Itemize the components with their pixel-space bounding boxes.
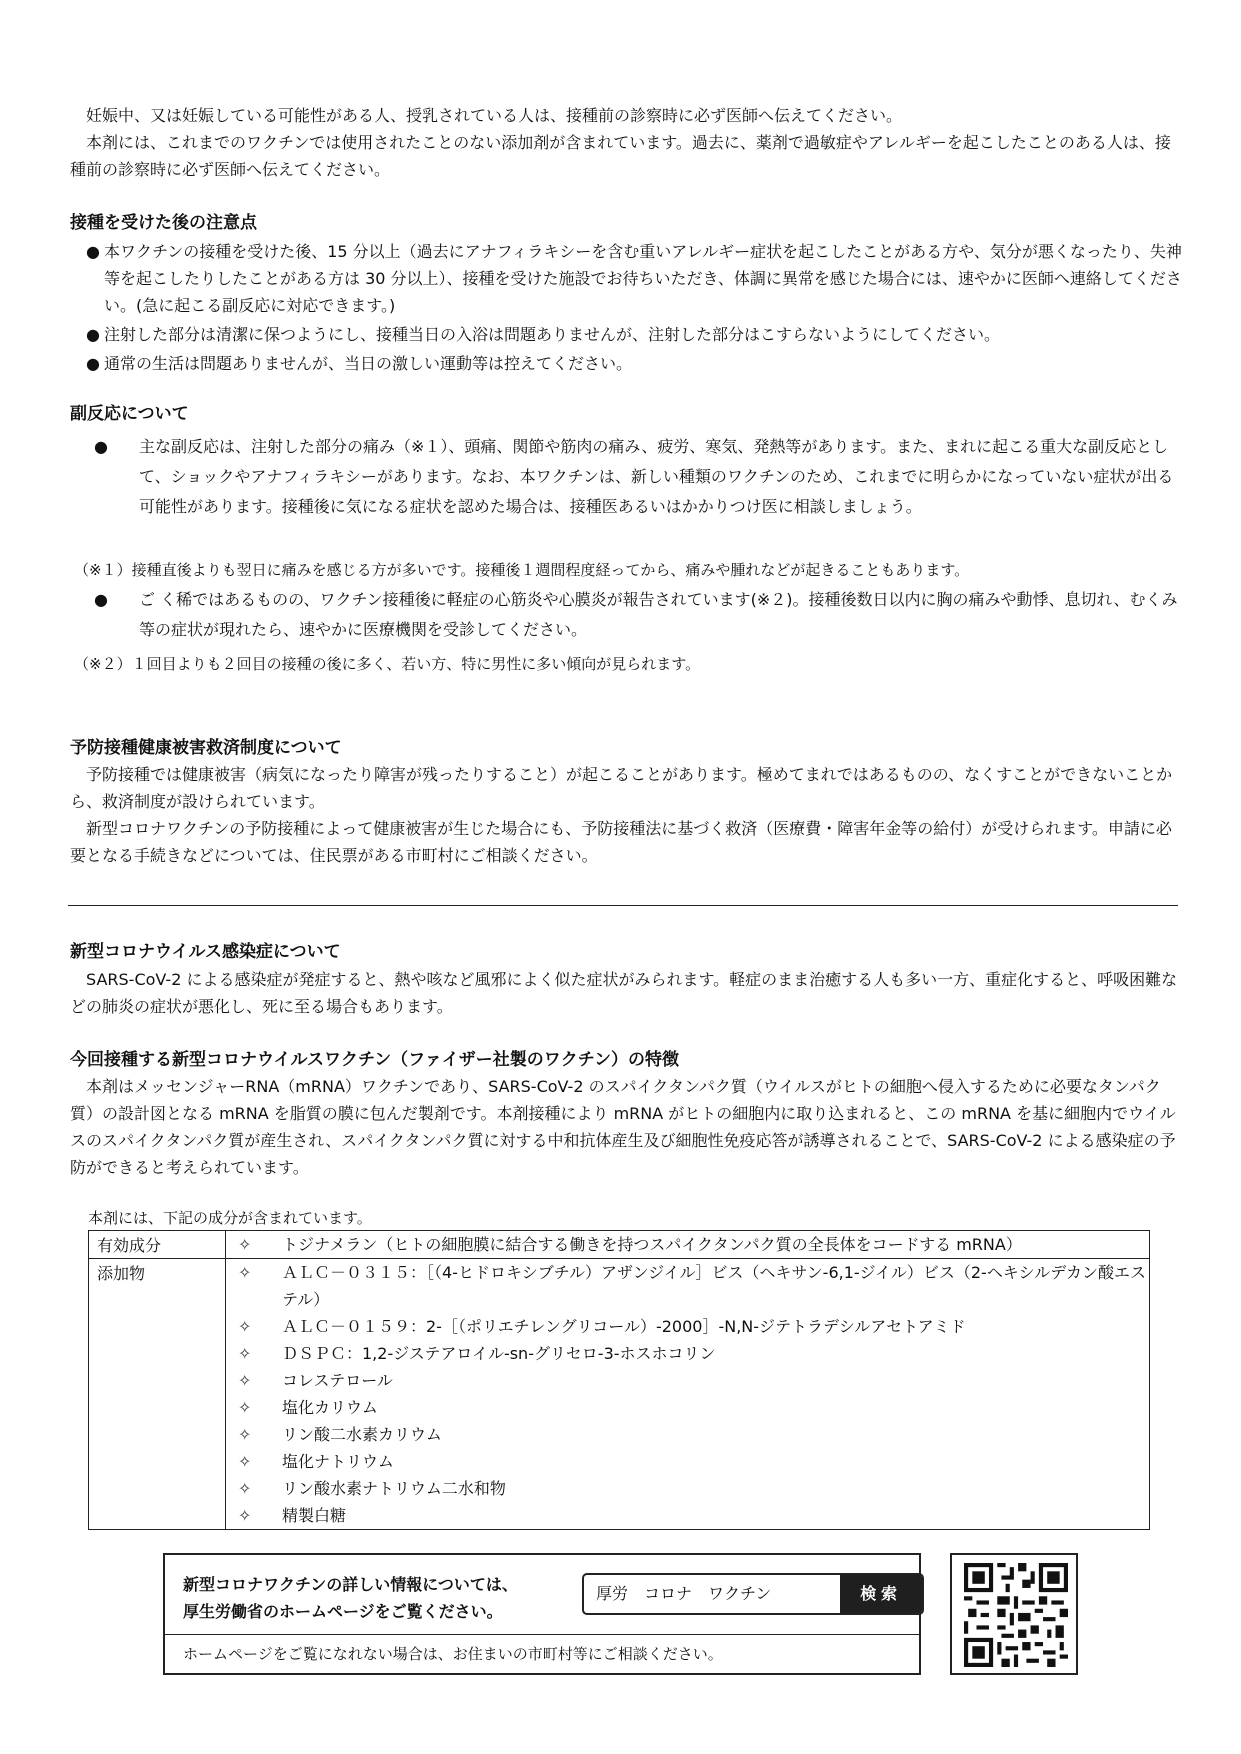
side-effects-heading: 副反応について: [70, 404, 189, 424]
relief-section: [70, 761, 1180, 869]
features-heading: 今回接種する新型コロナウイルスワクチン（ファイザー社製のワクチン）の特徴: [70, 1050, 679, 1070]
table-row: [89, 1231, 1150, 1259]
list-item: [70, 432, 1185, 522]
disease-heading: 新型コロナウイルス感染症について: [70, 942, 341, 962]
ingredient-text: 塩化ナトリウム: [282, 1452, 394, 1471]
after-vaccination-heading: 接種を受けた後の注意点: [70, 213, 257, 233]
diamond-icon: ✧: [238, 1479, 252, 1498]
disease-section: [70, 966, 1180, 1020]
list-item-text: 本ワクチンの接種を受けた後、15 分以上（過去にアナフィラキシーを含む重いアレルギー症状を起こしたことがある方や、気分が悪くなったり、失神等を起こしたりしたことがある方は 30 分以上）、接種を受けた施設でお待ちいただき、体調に異常を感じた場合には、速やかに医師へ連絡してください。(急に起こる副反応に対応できます。): [104, 242, 1182, 315]
ingredient-text: 塩化カリウム: [282, 1398, 378, 1417]
ingredient-text: トジナメラン（ヒトの細胞膜に結合する働きを持つスパイクタンパク質の全長体をコードする mRNA）: [282, 1235, 1022, 1254]
info-box: [163, 1553, 921, 1675]
list-item: [226, 1448, 1149, 1475]
features-paragraph: 本剤はメッセンジャーRNA（mRNA）ワクチンであり、SARS-CoV-2 のスパイクタンパク質（ウイルスがヒトの細胞へ侵入するために必要なタンパク質）の設計図となる mRNA を脂質の膜に包んだ製剤です。本剤接種により mRNA がヒトの細胞内に取り込まれると、この mRNA を基に細胞内でウイルスのスパイクタンパク質が産生され、スパイクタンパク質に対する中和抗体産生及び細胞性免疫応答が誘導されることで、SARS-CoV-2 による感染症の予防ができると考えられています。: [70, 1077, 1176, 1177]
bullet-icon: ●: [94, 590, 108, 609]
list-item: [226, 1231, 1149, 1258]
features-section: [70, 1073, 1180, 1181]
diamond-icon: ✧: [238, 1344, 252, 1363]
diamond-icon: ✧: [238, 1263, 252, 1282]
list-item: [70, 238, 1185, 319]
intro-section: [70, 102, 1180, 183]
relief-paragraph-2: 新型コロナワクチンの予防接種によって健康被害が生じた場合にも、予防接種法に基づく救済（医療費・障害年金等の給付）が受けられます。申請に必要となる手続きなどについては、住民票がある市町村にご相談ください。: [70, 819, 1172, 865]
list-item: [226, 1313, 1149, 1340]
diamond-icon: ✧: [238, 1317, 252, 1336]
ingredient-text: 精製白糖: [282, 1506, 347, 1525]
ingredient-text: リン酸二水素カリウム: [282, 1425, 442, 1444]
diamond-icon: ✧: [238, 1506, 252, 1525]
additives-label: 添加物: [89, 1259, 226, 1530]
ingredients-table: [88, 1230, 1150, 1530]
ingredient-text: ＤＳＰＣ：1,2-ジステアロイル-sn-グリセロ-3-ホスホコリン: [282, 1344, 716, 1363]
info-box-footer: ホームページをご覧になれない場合は、お住まいの市町村等にご相談ください。: [183, 1645, 723, 1663]
after-vaccination-list: [70, 238, 1185, 379]
relief-heading: 予防接種健康被害救済制度について: [70, 738, 342, 758]
bullet-icon: ●: [94, 437, 108, 456]
diamond-icon: ✧: [238, 1398, 252, 1417]
qr-code-icon: [964, 1563, 1068, 1667]
qr-code-box[interactable]: [950, 1553, 1078, 1675]
list-item: [226, 1502, 1149, 1529]
list-item: [226, 1367, 1149, 1394]
ingredient-text: リン酸水素ナトリウム二水和物: [282, 1479, 506, 1498]
intro-paragraph-pregnancy: 妊娠中、又は妊娠している可能性がある人、授乳されている人は、接種前の診察時に必ず医師へ伝えてください。: [86, 106, 903, 125]
search-query: 厚労 コロナ ワクチン: [596, 1584, 772, 1603]
list-item: [70, 585, 1185, 645]
table-row: [89, 1259, 1150, 1530]
info-message: [183, 1571, 518, 1625]
list-item-text: 通常の生活は問題ありませんが、当日の激しい運動等は控えてください。: [104, 354, 633, 373]
ingredient-text: ＡＬＣ－０３１５：［（4-ヒドロキシブチル）アザンジイル］ビス（ヘキサン-6,1-ジイル）ビス（2-ヘキシルデカン酸エステル）: [282, 1263, 1146, 1309]
active-ingredient-label: 有効成分: [89, 1231, 226, 1259]
list-item: [226, 1394, 1149, 1421]
info-message-line-1: 新型コロナワクチンの詳しい情報については、: [183, 1575, 518, 1594]
intro-paragraph-additives: 本剤には、これまでのワクチンでは使用されたことのない添加剤が含まれています。過去に、薬剤で過敏症やアレルギーを起こしたことのある人は、接種前の診察時に必ず医師へ伝えてください。: [70, 133, 1171, 179]
ingredients-intro: 本剤には、下記の成分が含まれています。: [88, 1209, 372, 1227]
bullet-icon: ●: [86, 242, 100, 261]
list-item: [226, 1475, 1149, 1502]
list-item: [70, 350, 1185, 377]
relief-paragraph-1: 予防接種では健康被害（病気になったり障害が残ったりすること）が起こることがあります。極めてまれではあるものの、なくすことができないことから、救済制度が設けられています。: [70, 765, 1173, 811]
diamond-icon: ✧: [238, 1425, 252, 1444]
info-message-line-2: 厚生労働省のホームページをご覧ください。: [183, 1602, 503, 1621]
additives-cell: [226, 1259, 1150, 1530]
list-item: [226, 1421, 1149, 1448]
side-effects-list-1: [70, 432, 1185, 522]
ingredient-text: ＡＬＣ－０１５９：2-［（ポリエチレングリコール）-2000］-N,N-ジテトラデシルアセトアミド: [282, 1317, 966, 1336]
footnote-2: （※２）１回目よりも２回目の接種の後に多く、若い方、特に男性に多い傾向が見られます。: [74, 655, 701, 673]
list-item-text: 注射した部分は清潔に保つようにし、接種当日の入浴は問題ありませんが、注射した部分はこすらないようにしてください。: [104, 325, 1001, 344]
list-item: [226, 1340, 1149, 1367]
bullet-icon: ●: [86, 354, 100, 373]
search-button[interactable]: 検索: [840, 1575, 922, 1613]
bullet-icon: ●: [86, 325, 100, 344]
diamond-icon: ✧: [238, 1452, 252, 1471]
ingredient-text: コレステロール: [282, 1371, 393, 1390]
diamond-icon: ✧: [238, 1371, 252, 1390]
info-box-divider: [165, 1634, 919, 1635]
list-item: [226, 1259, 1149, 1313]
list-item-text: ご く稀ではあるものの、ワクチン接種後に軽症の心筋炎や心膜炎が報告されています(※２)。接種後数日以内に胸の痛みや動悸、息切れ、むくみ等の症状が現れたら、速やかに医療機関を受診してください。: [139, 590, 1178, 639]
diamond-icon: ✧: [238, 1235, 252, 1254]
search-bar[interactable]: [582, 1573, 924, 1615]
disease-paragraph: SARS-CoV-2 による感染症が発症すると、熱や咳など風邪によく似た症状がみられます。軽症のまま治癒する人も多い一方、重症化すると、呼吸困難などの肺炎の症状が悪化し、死に至る場合もあります。: [70, 970, 1178, 1016]
section-divider: [68, 905, 1178, 906]
list-item: [70, 321, 1185, 348]
footnote-1: （※１）接種直後よりも翌日に痛みを感じる方が多いです。接種後１週間程度経ってから、痛みや腫れなどが起きることもあります。: [74, 561, 970, 579]
list-item-text: 主な副反応は、注射した部分の痛み（※１）、頭痛、関節や筋肉の痛み、疲労、寒気、発熱等があります。また、まれに起こる重大な副反応として、ショックやアナフィラキシーがあります。なお、本ワクチンは、新しい種類のワクチンのため、これまでに明らかになっていない症状が出る可能性があります。接種後に気になる症状を認めた場合は、接種医あるいはかかりつけ医に相談しましょう。: [139, 437, 1174, 516]
side-effects-list-2: [70, 585, 1185, 645]
active-ingredient-cell: [226, 1231, 1150, 1259]
